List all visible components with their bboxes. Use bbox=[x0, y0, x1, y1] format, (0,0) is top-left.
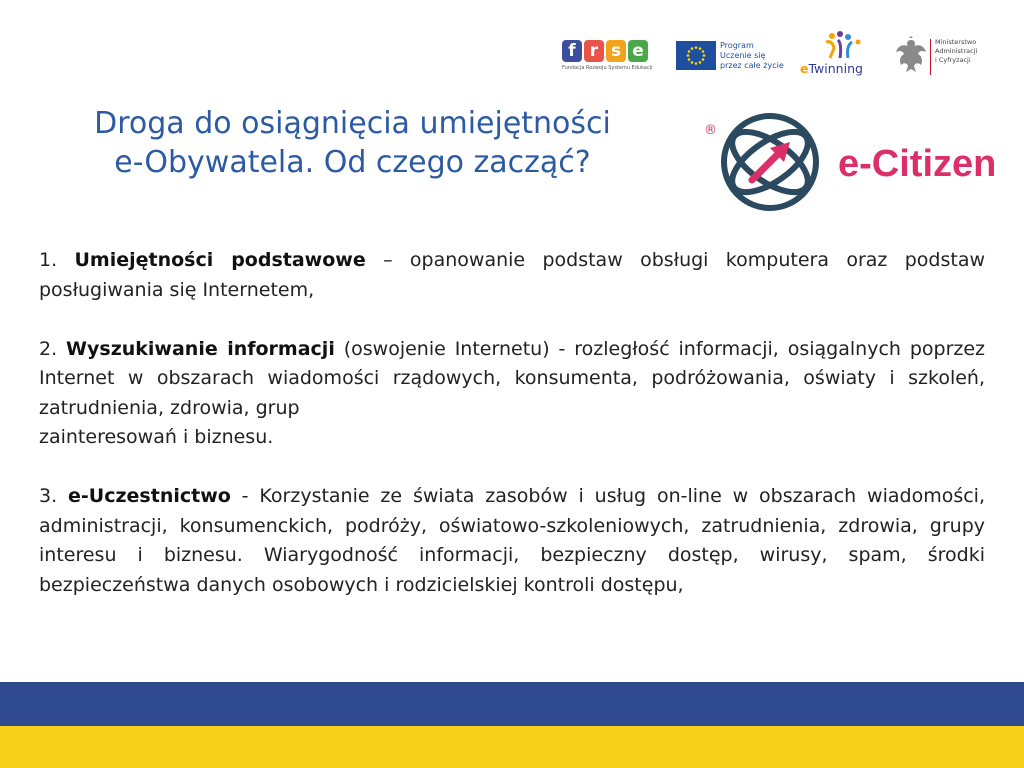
etwinning-logo bbox=[798, 28, 882, 82]
frse-logo bbox=[562, 40, 662, 76]
item-term: Wyszukiwanie informacji bbox=[66, 337, 335, 360]
eu-program-line: przez całe życie bbox=[720, 61, 784, 70]
footer-band-yellow bbox=[0, 726, 1024, 768]
ministry-line: Ministerstwo bbox=[935, 38, 977, 46]
item-number: 2. bbox=[39, 337, 58, 360]
frse-letter-s: s bbox=[606, 40, 626, 62]
main-content bbox=[39, 246, 985, 630]
list-item-3 bbox=[39, 482, 985, 600]
frse-caption: Fundacja Rozwoju Systemu Edukacji bbox=[562, 65, 653, 71]
page-title bbox=[20, 104, 685, 182]
eu-flag-icon bbox=[676, 41, 716, 70]
ecitizen-logo bbox=[700, 110, 1000, 218]
item-text: – opanowanie podstaw obsługi komputera oraz podstaw posługiwania się Internetem, bbox=[39, 249, 985, 301]
item-term: Umiejętności podstawowe bbox=[74, 249, 366, 271]
etwinning-prefix: e bbox=[800, 61, 809, 76]
etwinning-text bbox=[800, 61, 863, 76]
item-number: 1. bbox=[39, 249, 58, 271]
page-title-line-2: e-Obywatela. Od czego zacząć? bbox=[114, 145, 591, 180]
page-title-line-1: Droga do osiągnięcia umiejętności bbox=[94, 106, 611, 141]
eagle-emblem-icon bbox=[894, 36, 928, 76]
frse-letter-e: e bbox=[628, 40, 648, 62]
registered-mark: ® bbox=[704, 123, 717, 138]
ministry-text bbox=[935, 38, 977, 65]
ecitizen-globe-icon bbox=[700, 110, 836, 218]
eu-program-logo bbox=[676, 41, 786, 73]
frse-letter-r: r bbox=[584, 40, 604, 62]
item-number: 3. bbox=[39, 485, 58, 507]
frse-letter-f: f bbox=[562, 40, 582, 62]
ministry-line: i Cyfryzacji bbox=[935, 56, 971, 64]
etwinning-figures-icon bbox=[798, 28, 882, 62]
item-term: e-Uczestnictwo bbox=[68, 485, 231, 507]
item-text: (oswojenie Internetu) - rozległość informacji, osiągalnych poprzez Internet w obszarach wiadomości rządowych, konsumenta, podróżowania, oświaty i szkoleń, zatrudnienia, zdrowia, grup bbox=[39, 337, 986, 419]
eu-program-line: Program bbox=[720, 41, 754, 50]
footer-band-blue bbox=[0, 682, 1024, 726]
eu-program-text bbox=[720, 41, 790, 71]
item-text: - Korzystanie ze świata zasobów i usług on-line w obszarach wiadomości, administracji, konsumenckich, podróży, oświatowo-szkoleniowych, zatrudnienia, zdrowia, grupy interesu i biznesu. Wiarygodność informacji, bezpieczny dostęp, wirusy, spam, środki bezpieczeństwa danych osobowych i rodzicielskiej kontroli dostępu, bbox=[39, 485, 985, 596]
etwinning-name: Twinning bbox=[808, 61, 863, 76]
item-text-tail: zainteresowań i biznesu. bbox=[39, 426, 274, 448]
eu-program-line: Uczenie się bbox=[720, 51, 766, 60]
list-item-1 bbox=[39, 246, 985, 305]
ministry-divider bbox=[930, 39, 931, 75]
ecitizen-label: e-Citizen bbox=[838, 143, 997, 185]
partner-logos bbox=[560, 28, 1000, 82]
list-item-2 bbox=[39, 335, 985, 453]
ministry-line: Administracji bbox=[935, 47, 978, 55]
ministry-logo bbox=[894, 36, 1004, 80]
